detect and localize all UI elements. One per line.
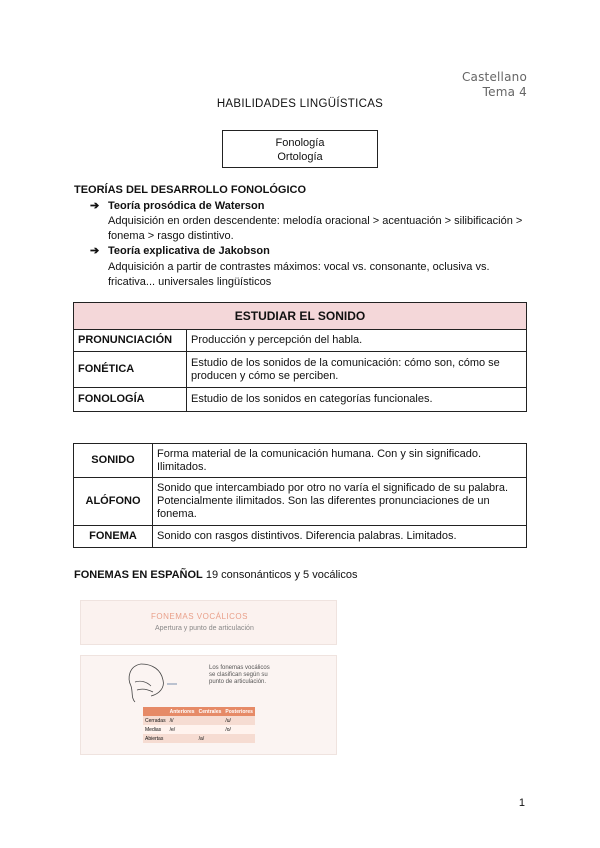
vocal-tract-icon [121, 660, 177, 704]
row-text: Sonido que intercambiado por otro no varía el significado de su palabra. Potencialmente ilimitados. Son las diferentes pronunciaciones de un fonema. [153, 478, 527, 526]
study-sound-table [73, 302, 527, 412]
vowel-cell [168, 734, 197, 743]
row-text: Forma material de la comunicación humana. Con y sin significado. Ilimitados. [153, 444, 527, 478]
vowel-cell [197, 725, 224, 734]
theory-description [108, 260, 538, 290]
row-label: ALÓFONO [74, 478, 153, 526]
row-label: FONOLOGÍA [74, 388, 187, 412]
table-row [74, 444, 527, 478]
vowel-cell: Abiertas [143, 734, 168, 743]
vowel-header [143, 707, 168, 716]
phonemes-count: 19 consonánticos y 5 vocálicos [202, 569, 358, 581]
vowel-cell [197, 716, 224, 725]
vowel-cell: /u/ [223, 716, 255, 725]
vowel-cell: /a/ [197, 734, 224, 743]
row-text: Producción y percepción del habla. [187, 330, 527, 352]
row-label: FONÉTICA [74, 352, 187, 388]
slide-title: FONEMAS VOCÁLICOS [151, 612, 248, 621]
table-row [143, 707, 255, 716]
theory-title-text: Teoría prosódica de Waterson [108, 200, 265, 212]
slide-subtitle: Apertura y punto de articulación [155, 625, 254, 632]
table-row [143, 716, 255, 725]
course-info [462, 70, 527, 100]
arrow-icon: ➔ [90, 245, 100, 257]
table-row [74, 478, 527, 526]
theory-desc-line: fonema > rasgo distintivo. [108, 230, 234, 242]
phonemes-heading: FONEMAS EN ESPAÑOL [74, 569, 203, 581]
row-text: Estudio de los sonidos de la comunicación: cómo son, cómo se producen y cómo se perciben. [187, 352, 527, 388]
vowel-cell: Medias [143, 725, 168, 734]
table-row [74, 330, 527, 352]
row-label: PRONUNCIACIÓN [74, 330, 187, 352]
vowel-cell: Cerradas [145, 717, 166, 724]
row-label: SONIDO [74, 444, 153, 478]
table-header: ESTUDIAR EL SONIDO [74, 303, 527, 330]
vowel-cell: /e/ [168, 725, 197, 734]
table-row [74, 388, 527, 412]
course-subject: Castellano [461, 70, 527, 84]
table-row [143, 734, 255, 743]
vowel-header: Posteriores [225, 708, 253, 715]
topic-item: Ortología [277, 151, 323, 163]
table-row [143, 725, 255, 734]
slide-thumbnail [80, 600, 337, 645]
theory-description [108, 214, 538, 244]
theory-title [90, 199, 264, 212]
vowel-header: Anteriores [169, 708, 195, 715]
table-row [74, 352, 527, 388]
arrow-icon: ➔ [90, 200, 100, 212]
row-text: Sonido con rasgos distintivos. Diferencia palabras. Limitados. [153, 526, 527, 548]
theory-desc-line: fricativa... universales lingüísticos [108, 276, 272, 288]
vowel-header: Centrales [198, 708, 222, 715]
slide-note: Los fonemas vocálicos se clasifican según su punto de articulación. [209, 665, 270, 685]
section-heading: TEORÍAS DEL DESARROLLO FONOLÓGICO [74, 184, 307, 196]
row-text: Estudio de los sonidos en categorías funcionales. [187, 388, 527, 412]
theory-desc-line: Adquisición a partir de contrastes máximos: vocal vs. consonante, oclusiva vs. [108, 261, 490, 273]
table-row [74, 526, 527, 548]
vowel-cell: /i/ [168, 716, 197, 725]
vowel-cell [223, 734, 255, 743]
theory-title [90, 244, 270, 257]
vowel-cell: /o/ [223, 725, 255, 734]
row-label: FONEMA [74, 526, 153, 548]
topics-box [222, 130, 378, 168]
page-number: 1 [518, 797, 525, 809]
topic-item: Fonología [275, 137, 325, 149]
course-unit: Tema 4 [482, 85, 527, 99]
slide-thumbnail [80, 655, 337, 755]
theory-desc-line: Adquisición en orden descendente: melodía oracional > acentuación > silibificación > [108, 215, 523, 227]
vowel-table [143, 707, 255, 743]
page-title: HABILIDADES LINGÜÍSTICAS [216, 98, 384, 110]
phonemes-summary [74, 569, 357, 581]
theory-title-text: Teoría explicativa de Jakobson [108, 245, 270, 257]
sound-concepts-table [73, 443, 527, 548]
